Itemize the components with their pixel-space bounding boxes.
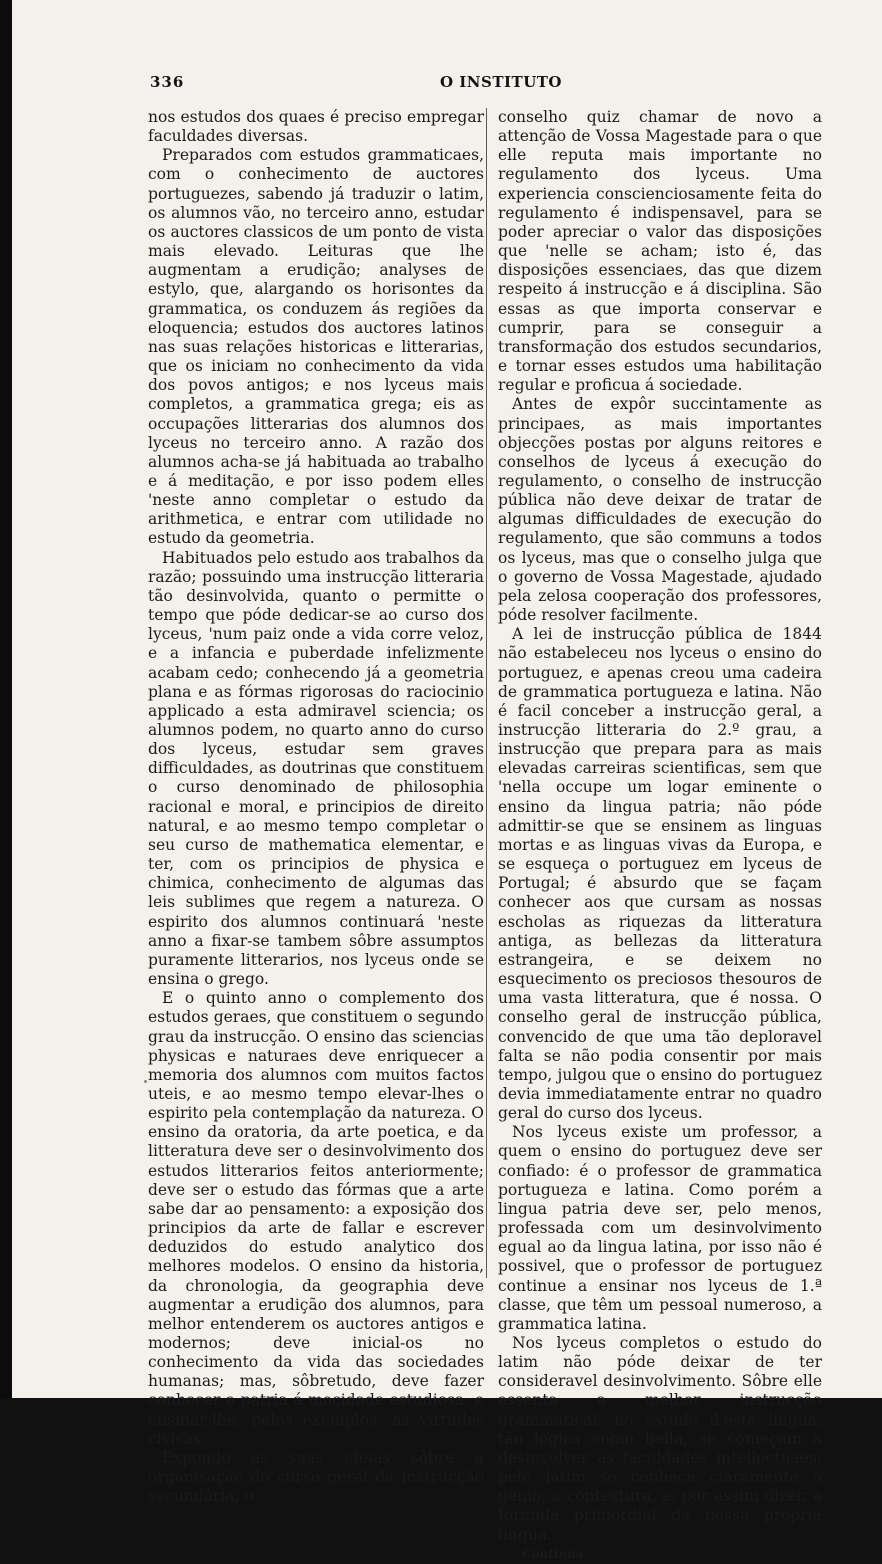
- page-number: 336: [150, 73, 185, 91]
- paragraph: conselho quiz chamar de novo a attenção de Vossa Magestade para o que elle reputa mais importante no regulamento dos lyceus. Uma experiencia conscienciosamente feita do regulamento é indispensavel, para se poder apreciar o valor das disposições que 'nelle se acham; isto é, das disposições essenciaes, das que dizem respeito á instrucção e á disciplina. São essas as que importa conservar e cumprir, para se conseguir a transformação dos estudos secundarios, e tornar esses estudos uma habilitação regular e proficua á sociedade.: [498, 108, 822, 395]
- paragraph: Habituados pelo estudo aos trabalhos da razão; possuindo uma instrucção litteraria tão desinvolvida, quanto o permitte o tempo que póde dedicar-se ao curso dos lyceus, 'num paiz onde a vida corre veloz, e a infancia e puberdade infelizmente acabam cedo; conhecendo já a geometria plana e as fórmas rigorosas do raciocinio applicado a esta admiravel sciencia; os alumnos podem, no quarto anno do curso dos lyceus, estudar sem graves difficuldades, as doutrinas que constituem o curso denominado de philosophia racional e moral, e principios de direito natural, e ao mesmo tempo completar o seu curso de mathematica elementar, e ter, com os principios de physica e chimica, conhecimento de algumas das leis sublimes que regem a natureza. O espirito dos alumnos continuará 'neste anno a fixar-se tambem sôbre assumptos puramente litterarios, nos lyceus onde se ensina o grego.: [148, 548, 484, 989]
- paragraph: Nos lyceus existe um professor, a quem o ensino do portuguez deve ser confiado: é o professor de grammatica portugueza e latina. Como porém a lingua patria deve ser, pelo menos, professada com um desinvolvimento egual ao da lingua latina, por isso não é possivel, que o professor de portuguez continue a ensinar nos lyceus de 1.ª classe, que têm um pessoal numeroso, a grammatica latina.: [498, 1123, 822, 1333]
- paragraph: A lei de instrucção pública de 1844 não estabeleceu nos lyceus o ensino do portuguez, e apenas creou uma cadeira de grammatica portugueza e latina. Não é facil conceber a instrucção geral, a instrucção litteraria do 2.º grau, a instrucção que prepara para as mais elevadas carreiras scientificas, sem que 'nella occupe um logar eminente o ensino da lingua patria; não póde admittir-se que se ensinem as linguas mortas e as linguas vivas da Europa, e se esqueça o portuguez em lyceus de Portugal; é absurdo que se façam conhecer aos que cursam as nossas escholas as riquezas da litteratura antiga, as bellezas da litteratura estrangeira, e se deixem no esquecimento os preciosos thesouros de uma vasta litteratura, que é nossa. O conselho geral de instrucção pública, convencido de que uma tão deploravel falta se não podia consentir por mais tempo, julgou que o ensino do portuguez devia immediatamente entrar no quadro geral do curso dos lyceus.: [498, 625, 822, 1123]
- scan-edge: [0, 0, 12, 1398]
- page-header: [150, 73, 830, 97]
- left-column: [148, 108, 484, 1506]
- right-column: [486, 108, 822, 1564]
- paragraph: nos estudos dos quaes é preciso empregar faculdades diversas.: [148, 108, 484, 146]
- paragraph: Nos lyceus completos o estudo do latim não póde deixar de ter consideravel desinvolvimento. Sôbre elle assenta a melhor instrucção grammatical; no estudo d'esta lingua, tão logica como bella, se começam a desinvolver as faculdades intellectuaes; pelo latim se conhece claramente o genio, a contextura, e, por assim dizer, a fórmula primordial da nossa propria lingua.: [498, 1334, 822, 1544]
- continuation-mark: Continúa.: [522, 1546, 588, 1561]
- paragraph: Antes de expôr succintamente as principaes, as mais importantes objecções postas por alguns reitores e conselhos de lyceus á execução do regulamento, o conselho de instrucção pública não deve deixar de tratar de algumas difficuldades de execução do regulamento, que são communs a todos os lyceus, mas que o conselho julga que o governo de Vossa Magestade, ajudado pela zelosa cooperação dos professores, póde resolver facilmente.: [498, 395, 822, 625]
- running-title: O INSTITUTO: [440, 73, 562, 91]
- paragraph: E o quinto anno o complemento dos estudos geraes, que constituem o segundo grau da instrucção. O ensino das sciencias physicas e naturaes deve enriquecer a memoria dos alumnos com muitos factos uteis, e ao mesmo tempo elevar-lhes o espirito pela contemplação da natureza. O ensino da oratoria, da arte poetica, e da litteratura deve ser o desinvolvimento dos estudos litterarios feitos anteriormente; deve ser o estudo das fórmas que a arte sabe dar ao pensamento: a exposição dos principios da arte de fallar e escrever deduzidos do estudo analytico dos melhores modelos. O ensino da historia, da chronologia, da geographia deve augmentar a erudição dos alumnos, para melhor entenderem os auctores antigos e modernos; deve inicial-os no conhecimento da vida das sociedades humanas; mas, sôbretudo, deve fazer conhecer a patria á mocidade estudiosa, e ensinar-lhe, pelos exemplos, as virtudes civicas.: [148, 989, 484, 1448]
- print-speck: [144, 1080, 147, 1083]
- paragraph: Preparados com estudos grammaticaes, com o conhecimento de auctores portuguezes, sabendo já traduzir o latim, os alumnos vão, no terceiro anno, estudar os auctores classicos de um ponto de vista mais elevado. Leituras que lhe augmentam a erudição; analyses de estylo, que, alargando os horisontes da grammatica, os conduzem ás regiões da eloquencia; estudos dos auctores latinos nas suas relações historicas e litterarias, que os iniciam no conhecimento da vida dos povos antigos; e nos lyceus mais completos, a grammatica grega; eis as occupações litterarias dos alumnos dos lyceus no terceiro anno. A razão dos alumnos acha-se já habituada ao trabalho e á meditação, e por isso podem elles 'neste anno completar o estudo da arithmetica, e entrar com utilidade no estudo da geometria.: [148, 146, 484, 548]
- paragraph: Expondo as suas ideias sôbre a organisação do curso geral da instrucção secundária, o: [148, 1448, 484, 1506]
